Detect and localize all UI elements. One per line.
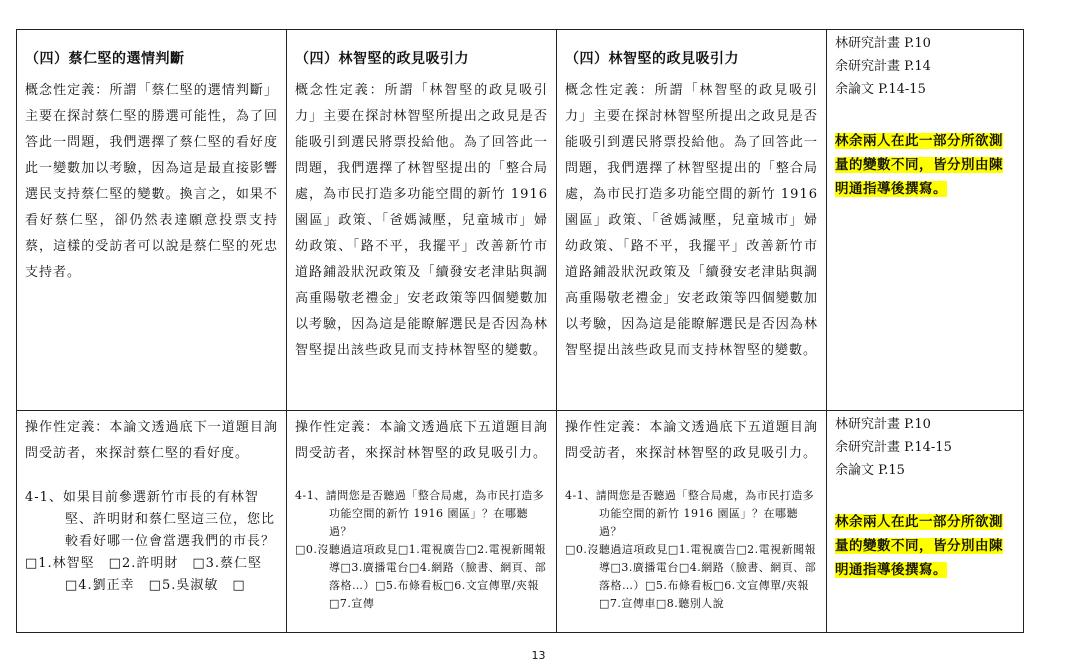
highlighted-note: 林余兩人在此一部分所欲測量的變數不同，皆分別由陳明通指導後撰寫。: [835, 514, 1003, 578]
survey-question: 4-1、請問您是否聽過「整合局處，為市民打造多功能空間的新竹 1916 園區」？在哪聽過？: [295, 489, 545, 538]
table-cell: [287, 411, 557, 633]
table-cell: [17, 30, 287, 411]
reference: 林研究計畫 P.10: [835, 36, 931, 51]
table-row: [17, 411, 1024, 633]
reference: 余論文 P.15: [835, 463, 905, 478]
answer-options: □0.沒聽過這項政見□1.電視廣告□2.電視新聞報導□3.廣播電台□4.網路（臉書、網頁、部落格…）□5.布條看板□6.文宣傳單/夾報□7.宣傳車□8.聽別人說: [565, 543, 817, 610]
reference: 余論文 P.14-15: [835, 82, 926, 97]
operational-definition: 操作性定義：本論文透過底下一道題目詢問受訪者，來探討蔡仁堅的看好度。: [25, 420, 278, 461]
answer-options: □0.沒聽過這項政見□1.電視廣告□2.電視新聞報導□3.廣播電台□4.網路（臉書、網頁、部落格…）□5.布條看板□6.文宣傳單/夾報□7.宣傳: [295, 543, 547, 610]
table-cell: [557, 411, 827, 633]
reference: 余研究計畫 P.14: [835, 59, 931, 74]
conceptual-definition: 概念性定義：所謂「林智堅的政見吸引力」主要在探討林智堅所提出之政見是否能吸引到選民將票投給他。為了回答此一問題，我們選擇了林智堅提出的「整合局處，為市民打造多功能空間的新竹 1916 園區」政策、「爸媽減壓，兒童城市」婦幼政策、「路不平，我擺平」改善新竹市道路鋪設狀況政策及「續發安老津貼與調高重陽敬老禮金」安老政策等四個變數加以考驗，因為這是能瞭解選民是否因為林智堅提出該些政見而支持林智堅的變數。: [295, 83, 554, 358]
comparison-table: [16, 29, 1024, 633]
operational-definition: 操作性定義：本論文透過底下五道題目詢問受訪者，來探討林智堅的政見吸引力。: [295, 420, 548, 461]
table-cell: [17, 411, 287, 633]
section-heading: （四）蔡仁堅的選情判斷: [25, 51, 185, 67]
section-heading: （四）林智堅的政見吸引力: [565, 51, 739, 67]
conceptual-definition: 概念性定義：所謂「林智堅的政見吸引力」主要在探討林智堅所提出之政見是否能吸引到選民將票投給他。為了回答此一問題，我們選擇了林智堅提出的「整合局處，為市民打造多功能空間的新竹 1916 園區」政策、「爸媽減壓，兒童城市」婦幼政策、「路不平，我擺平」改善新竹市道路鋪設狀況政策及「續發安老津貼與調高重陽敬老禮金」安老政策等四個變數加以考驗，因為這是能瞭解選民是否因為林智堅提出該些政見而支持林智堅的變數。: [565, 83, 824, 358]
survey-question: 4-1、如果目前參選新竹市長的有林智堅、許明財和蔡仁堅這三位，您比較看好哪一位會當選我們的市長？: [25, 490, 276, 549]
survey-question: 4-1、請問您是否聽過「整合局處，為市民打造多功能空間的新竹 1916 園區」？在哪聽過？: [565, 489, 815, 538]
conceptual-definition: 概念性定義：所謂「蔡仁堅的選情判斷」主要在探討蔡仁堅的勝選可能性，為了回答此一問題，我們選擇了蔡仁堅的看好度此一變數加以考驗，因為這是最直接影響選民支持蔡仁堅的變數。換言之，如果不看好蔡仁堅，卻仍然表達願意投票支持蔡，這樣的受訪者可以說是蔡仁堅的死忠支持者。: [25, 83, 278, 280]
table-cell: [557, 30, 827, 411]
table-cell: [827, 30, 1024, 411]
table-cell: [287, 30, 557, 411]
table-cell: [827, 411, 1024, 633]
highlighted-note: 林余兩人在此一部分所欲測量的變數不同，皆分別由陳明通指導後撰寫。: [835, 133, 1003, 197]
table-row: [17, 30, 1024, 411]
reference: 林研究計畫 P.10: [835, 417, 931, 432]
operational-definition: 操作性定義：本論文透過底下五道題目詢問受訪者，來探討林智堅的政見吸引力。: [565, 420, 818, 461]
section-heading: （四）林智堅的政見吸引力: [295, 51, 469, 67]
reference: 余研究計畫 P.14-15: [835, 440, 952, 455]
answer-options: □1.林智堅 □2.許明財 □3.蔡仁堅□4.劉正幸 □5.吳淑敏 □: [25, 556, 263, 593]
page-number: 13: [531, 649, 546, 662]
